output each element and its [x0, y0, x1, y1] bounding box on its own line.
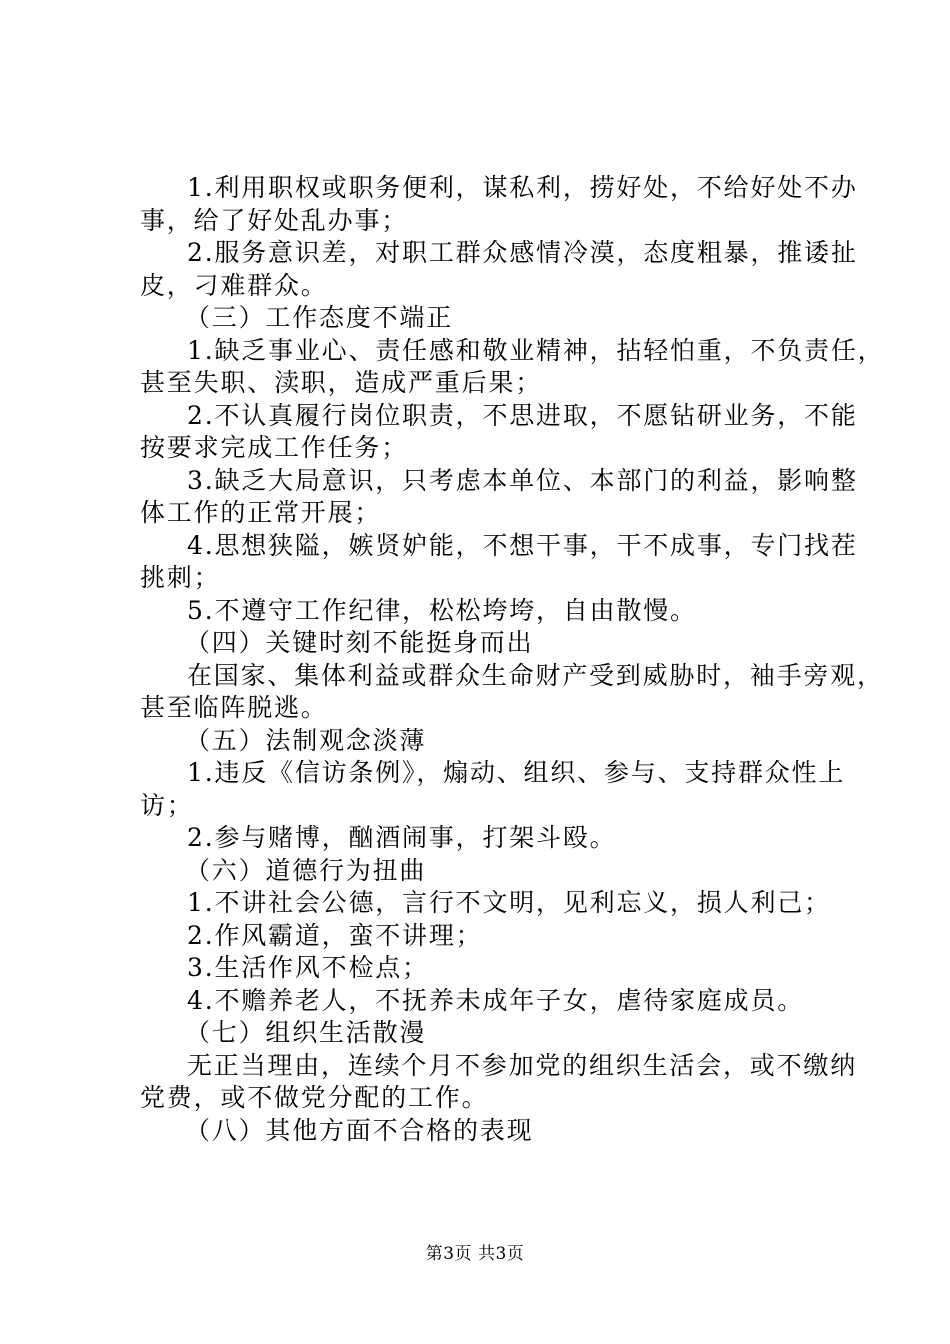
paragraph-line: 2.服务意识差，对职工群众感情冷漠，态度粗暴，推诿扯 [187, 238, 858, 267]
document-body [140, 172, 885, 1147]
section-heading: （四）关键时刻不能挺身而出 [185, 628, 534, 657]
paragraph-line: 按要求完成工作任务； [140, 433, 409, 462]
paragraph-line: 2.参与赌博，酗酒闹事，打架斗殴。 [187, 823, 617, 852]
paragraph-line: 无正当理由，连续个月不参加党的组织生活会，或不缴纳 [187, 1050, 858, 1080]
paragraph-line: 事，给了好处乱办事； [140, 205, 409, 235]
paragraph-line: 5.不遵守工作纪律，松松垮垮，自由散慢。 [187, 595, 697, 625]
section-heading: （八）其他方面不合格的表现 [185, 1115, 534, 1145]
paragraph-line: 访； [140, 790, 194, 820]
page-footer: 第3页 共3页 [425, 1244, 525, 1264]
paragraph-line: 1.违反《信访条例》，煽动、组织、参与、支持群众性上 [187, 758, 846, 787]
paragraph-line: 3.缺乏大局意识，只考虑本单位、本部门的利益，影响整 [187, 465, 858, 495]
section-heading: （七）组织生活散漫 [185, 1018, 427, 1047]
paragraph-line: 1.缺乏事业心、责任感和敬业精神，拈轻怕重，不负责任， [187, 335, 885, 365]
section-heading: （六）道德行为扭曲 [185, 855, 427, 885]
paragraph-line: 2.作风霸道，蛮不讲理； [187, 920, 483, 950]
paragraph-line: 在国家、集体利益或群众生命财产受到威胁时，袖手旁观， [187, 660, 884, 690]
paragraph-line: 甚至失职、渎职，造成严重后果； [140, 368, 543, 397]
paragraph-line: 甚至临阵脱逃。 [140, 693, 328, 722]
paragraph-line: 挑刺； [140, 563, 221, 592]
paragraph-line: 3.生活作风不检点； [187, 953, 429, 982]
paragraph-line: 4.不赡养老人，不抚养未成年子女，虐待家庭成员。 [187, 985, 805, 1015]
section-heading: （三）工作态度不端正 [185, 303, 454, 332]
paragraph-line: 1.利用职权或职务便利，谋私利，捞好处，不给好处不办 [187, 173, 858, 202]
paragraph-line: 4.思想狭隘，嫉贤妒能，不想干事，干不成事，专门找茬 [187, 530, 858, 560]
section-heading: （五）法制观念淡薄 [185, 725, 427, 755]
paragraph-line: 2.不认真履行岗位职责，不思进取，不愿钻研业务，不能 [187, 400, 858, 430]
paragraph-line: 体工作的正常开展； [140, 498, 382, 527]
paragraph-line: 1.不讲社会公德，言行不文明，见利忘义，损人利己； [187, 888, 831, 917]
paragraph-line: 皮，刁难群众。 [140, 270, 328, 300]
paragraph-line: 党费，或不做党分配的工作。 [140, 1083, 489, 1112]
